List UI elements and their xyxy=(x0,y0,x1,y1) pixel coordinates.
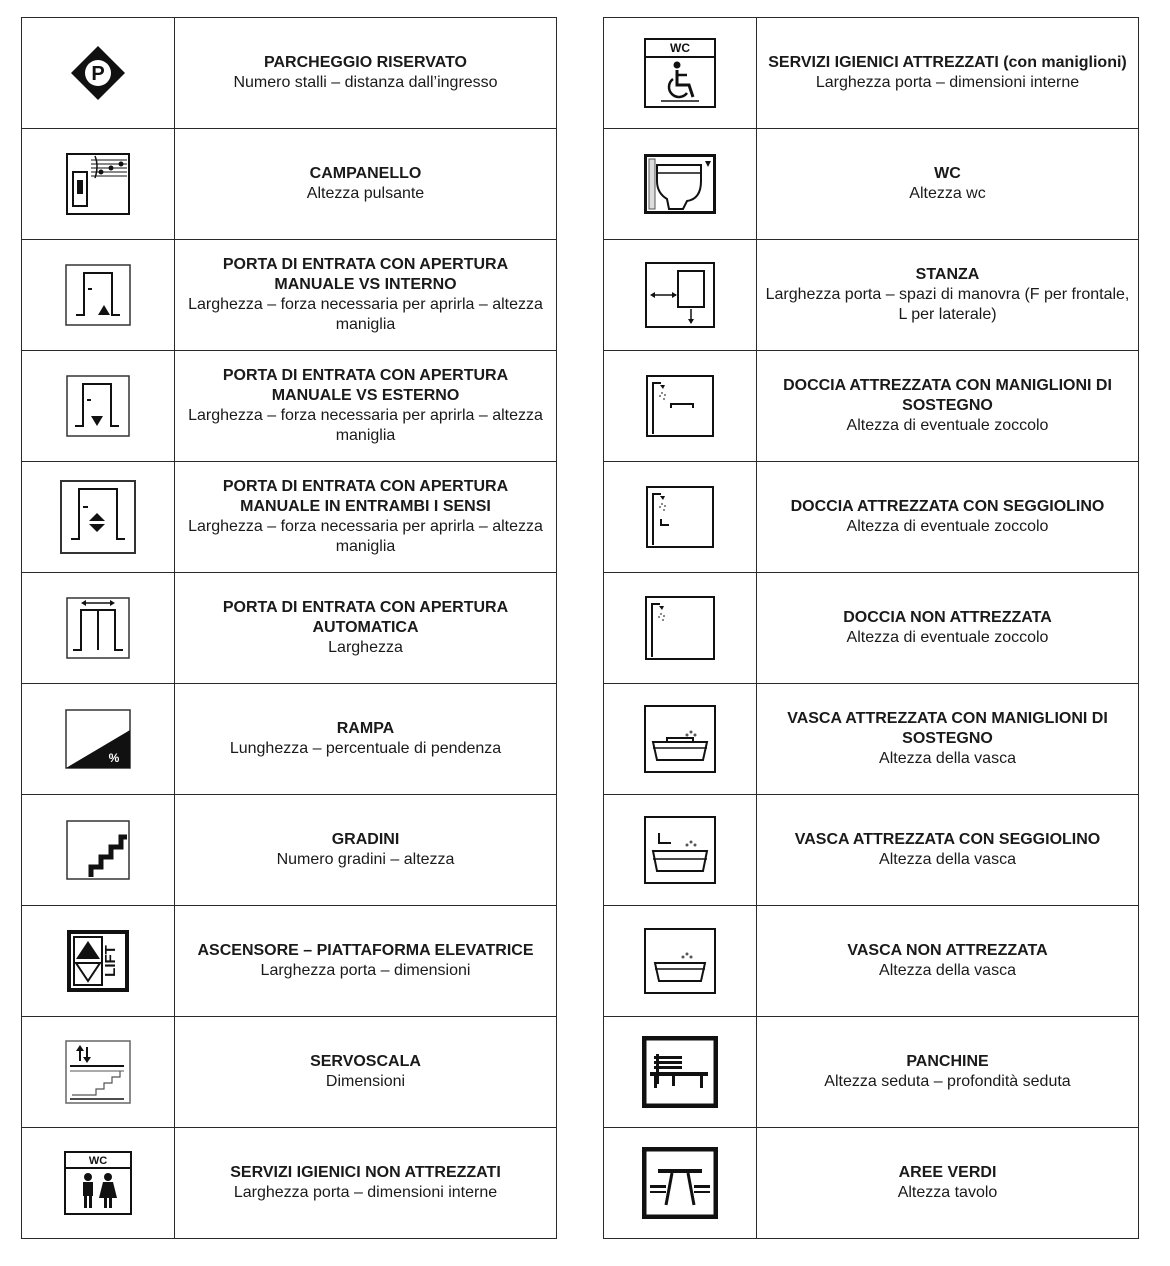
row-title: PARCHEGGIO RISERVATO xyxy=(264,54,467,71)
table-row xyxy=(22,1017,557,1128)
bathtub-grab-bars-icon xyxy=(643,704,717,774)
automatic-door-icon xyxy=(65,596,131,660)
text-cell xyxy=(757,795,1139,906)
row-title: SERVIZI IGIENICI ATTREZZATI (con maniglioni) xyxy=(768,54,1127,71)
icon-cell xyxy=(22,129,175,240)
text-cell xyxy=(757,240,1139,351)
text-cell xyxy=(757,1017,1139,1128)
text-cell xyxy=(175,906,557,1017)
text-cell xyxy=(175,351,557,462)
row-title: SERVIZI IGIENICI NON ATTREZZATI xyxy=(230,1164,501,1181)
icon-cell xyxy=(604,1128,757,1239)
icon-cell xyxy=(604,1017,757,1128)
bathtub-seat-icon xyxy=(643,815,717,885)
row-description: Larghezza xyxy=(328,639,403,656)
table-row xyxy=(604,462,1139,573)
row-title: PORTA DI ENTRATA CON APERTURA MANUALE IN ENTRAMBI I SENSI xyxy=(222,478,509,515)
row-title: PORTA DI ENTRATA CON APERTURA MANUALE VS ESTERNO xyxy=(222,367,509,404)
text-cell xyxy=(757,129,1139,240)
bench-icon xyxy=(642,1036,718,1108)
row-title: VASCA NON ATTREZZATA xyxy=(847,942,1048,959)
icon-cell xyxy=(604,573,757,684)
icon-cell xyxy=(604,240,757,351)
icon-cell xyxy=(22,240,175,351)
text-cell xyxy=(175,795,557,906)
row-description: Altezza di eventuale zoccolo xyxy=(846,518,1049,535)
icon-cell xyxy=(604,462,757,573)
row-description: Numero stalli – distanza dall’ingresso xyxy=(233,74,498,91)
row-title: WC xyxy=(934,165,961,182)
row-title: DOCCIA ATTREZZATA CON MANIGLIONI DI SOSTEGNO xyxy=(783,377,1112,414)
svg-text:LIFT: LIFT xyxy=(102,945,119,977)
icon-cell xyxy=(22,462,175,573)
table-row xyxy=(604,684,1139,795)
text-cell xyxy=(757,684,1139,795)
table-row xyxy=(22,240,557,351)
icon-cell xyxy=(22,795,175,906)
door-open-outward-icon xyxy=(65,374,131,438)
text-cell xyxy=(757,573,1139,684)
table-row xyxy=(22,1128,557,1239)
table-row xyxy=(604,573,1139,684)
text-cell xyxy=(175,573,557,684)
row-description: Larghezza porta – dimensioni xyxy=(260,962,471,979)
table-row xyxy=(22,906,557,1017)
table-row xyxy=(604,240,1139,351)
text-cell xyxy=(175,18,557,129)
row-description: Altezza della vasca xyxy=(879,851,1016,868)
row-description: Numero gradini – altezza xyxy=(276,851,455,868)
icon-cell xyxy=(604,129,757,240)
row-title: PORTA DI ENTRATA CON APERTURA AUTOMATICA xyxy=(222,599,509,636)
icon-cell xyxy=(604,351,757,462)
row-title: CAMPANELLO xyxy=(309,165,422,182)
text-cell xyxy=(175,462,557,573)
icon-cell xyxy=(22,573,175,684)
icon-cell xyxy=(604,18,757,129)
text-cell xyxy=(757,18,1139,129)
steps-icon xyxy=(65,819,131,881)
table-row xyxy=(604,18,1139,129)
row-description: Altezza pulsante xyxy=(306,185,425,202)
table-row xyxy=(604,795,1139,906)
icon-cell xyxy=(22,1017,175,1128)
doorbell-icon xyxy=(65,152,131,216)
text-cell xyxy=(175,684,557,795)
table-row xyxy=(22,462,557,573)
row-description: Altezza seduta – profondità seduta xyxy=(824,1073,1071,1090)
row-description: Altezza della vasca xyxy=(879,962,1016,979)
wc-standard-icon xyxy=(63,1150,133,1216)
icon-cell xyxy=(22,18,175,129)
text-cell xyxy=(757,462,1139,573)
door-open-inward-icon xyxy=(64,263,132,327)
text-cell xyxy=(757,351,1139,462)
row-title: RAMPA xyxy=(336,720,395,737)
row-title: STANZA xyxy=(915,266,980,283)
row-title: SERVOSCALA xyxy=(310,1053,421,1070)
svg-text:WC: WC xyxy=(88,1155,108,1167)
icon-cell xyxy=(604,795,757,906)
row-description: Altezza tavolo xyxy=(897,1184,998,1201)
table-row xyxy=(604,129,1139,240)
text-cell xyxy=(757,906,1139,1017)
row-description: Larghezza porta – dimensioni interne xyxy=(233,1184,498,1201)
row-title: GRADINI xyxy=(331,831,400,848)
text-cell xyxy=(175,1128,557,1239)
row-description: Larghezza porta – spazi di manovra (F per frontale, L per laterale) xyxy=(765,286,1130,323)
table-row xyxy=(22,351,557,462)
row-description: Altezza wc xyxy=(909,185,986,202)
icon-cell xyxy=(22,906,175,1017)
row-title: ASCENSORE – PIATTAFORMA ELEVATRICE xyxy=(197,942,534,959)
table-row xyxy=(22,573,557,684)
row-description: Larghezza – forza necessaria per aprirla – altezza maniglia xyxy=(188,296,543,333)
svg-text:%: % xyxy=(108,751,120,765)
table-row xyxy=(22,795,557,906)
table-row xyxy=(604,1128,1139,1239)
parking-reserved-icon xyxy=(68,43,128,103)
room-icon xyxy=(644,261,716,329)
row-title: VASCA ATTREZZATA CON MANIGLIONI DI SOSTEGNO xyxy=(787,710,1108,747)
table-row xyxy=(22,18,557,129)
row-title: VASCA ATTREZZATA CON SEGGIOLINO xyxy=(794,831,1101,848)
row-description: Larghezza – forza necessaria per aprirla – altezza maniglia xyxy=(188,407,543,444)
svg-text:WC: WC xyxy=(670,41,690,55)
shower-seat-icon xyxy=(645,485,715,549)
row-description: Altezza della vasca xyxy=(879,750,1016,767)
icon-cell xyxy=(22,351,175,462)
door-open-both-ways-icon xyxy=(59,479,137,555)
icon-cell xyxy=(604,684,757,795)
table-row xyxy=(22,684,557,795)
legend-table-right xyxy=(603,17,1139,1239)
picnic-area-icon xyxy=(642,1147,718,1219)
row-title: AREE VERDI xyxy=(898,1164,997,1181)
row-title: DOCCIA NON ATTREZZATA xyxy=(843,609,1052,626)
row-title: PORTA DI ENTRATA CON APERTURA MANUALE VS INTERNO xyxy=(222,256,509,293)
bathtub-plain-icon xyxy=(643,927,717,995)
icon-cell xyxy=(22,684,175,795)
svg-text:P: P xyxy=(91,63,105,85)
ramp-icon xyxy=(64,708,132,770)
table-row xyxy=(22,129,557,240)
text-cell xyxy=(175,129,557,240)
row-title: PANCHINE xyxy=(906,1053,989,1070)
wc-accessible-icon xyxy=(643,37,717,109)
row-title: DOCCIA ATTREZZATA CON SEGGIOLINO xyxy=(790,498,1105,515)
lift-icon xyxy=(66,929,130,993)
shower-plain-icon xyxy=(644,595,716,661)
toilet-icon xyxy=(643,153,717,215)
row-description: Dimensioni xyxy=(325,1073,406,1090)
text-cell xyxy=(757,1128,1139,1239)
table-row xyxy=(604,1017,1139,1128)
text-cell xyxy=(175,240,557,351)
row-description: Altezza di eventuale zoccolo xyxy=(846,417,1049,434)
legend-table-left xyxy=(21,17,557,1239)
icon-cell xyxy=(22,1128,175,1239)
text-cell xyxy=(175,1017,557,1128)
table-row xyxy=(604,906,1139,1017)
row-description: Altezza di eventuale zoccolo xyxy=(846,629,1049,646)
icon-cell xyxy=(604,906,757,1017)
row-description: Lunghezza – percentuale di pendenza xyxy=(229,740,502,757)
row-description: Larghezza – forza necessaria per aprirla – altezza maniglia xyxy=(188,518,543,555)
row-description: Larghezza porta – dimensioni interne xyxy=(815,74,1080,91)
stair-lift-icon xyxy=(64,1039,132,1105)
table-row xyxy=(604,351,1139,462)
shower-grab-bars-icon xyxy=(645,374,715,438)
